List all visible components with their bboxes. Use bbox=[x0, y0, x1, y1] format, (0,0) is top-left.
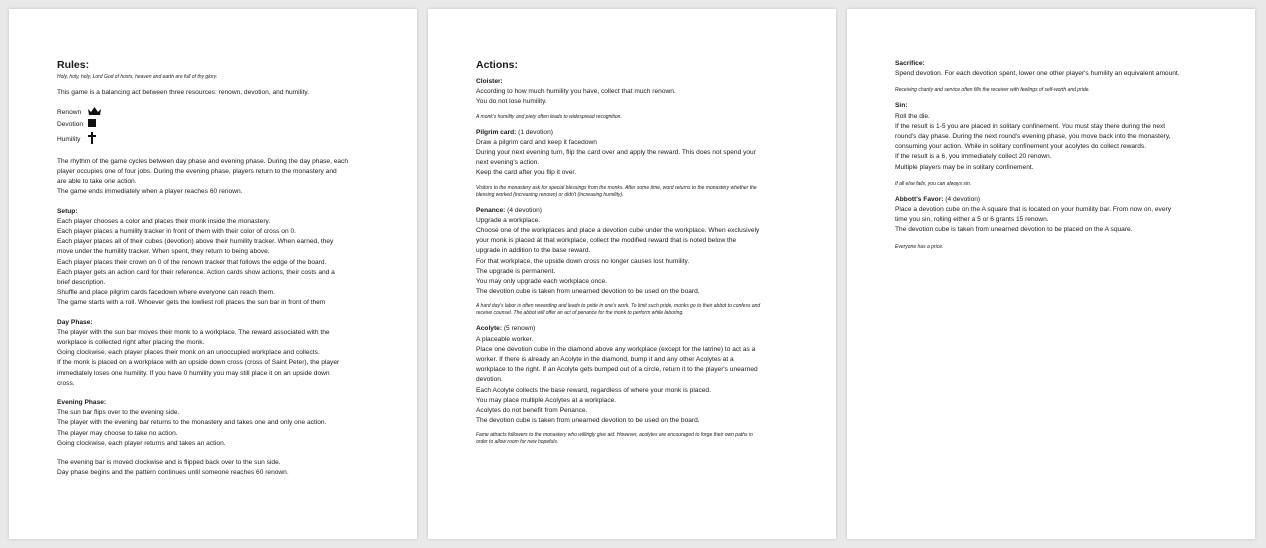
flavor-note bbox=[476, 303, 816, 317]
resource-devotion bbox=[57, 119, 397, 131]
text-line: time you sin, rolling either a 5 or 6 grants 15 renown. bbox=[895, 216, 1049, 224]
text-line: Shuffle and place pilgrim cards facedown where everyone can reach them. bbox=[57, 289, 275, 297]
text-line: are able to take one action. bbox=[57, 178, 137, 186]
text-line: Each player gets an action card for their reference. Action cards show actions, their costs and a bbox=[57, 268, 335, 276]
text-line: Upgrade a workplace. bbox=[476, 216, 541, 224]
text-line: move under the humility tracker. When spent, they return to being above. bbox=[57, 248, 270, 256]
action-cost: (5 renown) bbox=[502, 325, 536, 333]
epigraph: Holy, holy, holy, Lord God of hosts, heaven and earth are full of thy glory. bbox=[57, 74, 218, 80]
action-cost: (4 devotion) bbox=[943, 195, 981, 203]
text-line: Draw a pilgrim card and keep it facedown bbox=[476, 138, 597, 146]
text-line: Place a devotion cube on the A square that is located on your humility bar. From now on, every bbox=[895, 206, 1171, 214]
text-line: According to how much humility you have, collect that much renown. bbox=[476, 88, 676, 96]
text-line: Place one devotion cube in the diamond above any workplace (except for the latrine) to act as a bbox=[476, 345, 756, 353]
text-line: The sun bar flips over to the evening side. bbox=[57, 409, 180, 417]
text-line: The devotion cube is taken from unearned devotion to be used on the board. bbox=[476, 288, 700, 296]
text-line: The player with the sun bar moves their monk to a workplace. The reward associated with the bbox=[57, 328, 330, 336]
resource-label: Renown bbox=[57, 109, 82, 117]
resource-humility bbox=[57, 132, 397, 148]
text-line: A placeable worker. bbox=[476, 335, 534, 343]
text-line: If the result is a 6, you immediately collect 20 renown. bbox=[895, 153, 1052, 161]
text-line: Going clockwise, each player returns and takes an action. bbox=[57, 439, 226, 447]
pilgrim-section bbox=[476, 128, 816, 179]
text-line: Roll the die. bbox=[895, 112, 930, 120]
text-line: Each player places all of their cubes (devotion) above their humility tracker. When earned, they bbox=[57, 238, 334, 246]
acolyte-section bbox=[476, 324, 816, 426]
text-line: Going clockwise, each player places their monk on an unoccupied workplace and collects. bbox=[57, 349, 320, 357]
setup-section bbox=[57, 207, 397, 309]
text-line: devotion. bbox=[476, 376, 503, 384]
text-line: Spend devotion. For each devotion spent, lower one other player's humility an equivalent amount. bbox=[895, 70, 1180, 78]
section-heading-line bbox=[895, 195, 1235, 205]
flavor-note: Everyone has a price. bbox=[895, 243, 944, 250]
note-line: Visitors to the monastery ask for special blessings from the monks. After some time, word returns to the monastery whether the bbox=[476, 184, 757, 191]
flavor-note: Receiving charity and service often fills the receiver with feelings of self-worth and pride. bbox=[895, 87, 1090, 94]
page-title: Rules: bbox=[57, 59, 90, 71]
note-line: receive counsel. The abbot will offer an act of penance for the monk to perform while laboring. bbox=[476, 310, 684, 317]
flavor-note bbox=[476, 185, 816, 199]
text-line: workplace is collected right after placing the monk. bbox=[57, 339, 205, 347]
section-heading: Acolyte: bbox=[476, 325, 503, 333]
text-line: The game starts with a roll. Whoever gets the lowliest roll places the sun bar in front of them bbox=[57, 299, 326, 307]
flavor-note: A monk's humility and piety often leads to widespread recognition. bbox=[476, 113, 622, 120]
text-line: consuming your action. While in solitary confinement your acolytes do collect rewards. bbox=[895, 143, 1147, 151]
section-heading: Evening Phase: bbox=[57, 399, 107, 407]
day-phase-section bbox=[57, 318, 397, 389]
text-line: The rhythm of the game cycles between day phase and evening phase. During the day phase, each bbox=[57, 157, 349, 165]
text-line: You do not lose humility. bbox=[476, 98, 547, 106]
penance-section bbox=[476, 206, 816, 298]
action-cost: (1 devotion) bbox=[516, 128, 553, 136]
text-line: Acolytes do not benefit from Penance. bbox=[476, 407, 588, 415]
note-line: Fame attracts followers to the monastery who willingly give aid. However, acolytes are encouraged to forge their own paths in bbox=[476, 432, 753, 439]
resource-label: Humility bbox=[57, 135, 81, 143]
text-line: You may only upgrade each workplace once. bbox=[476, 278, 607, 286]
document-page-3 bbox=[847, 9, 1255, 539]
section-heading-line bbox=[476, 128, 816, 138]
text-line: The devotion cube is taken from unearned devotion to be used on the board. bbox=[476, 417, 700, 425]
section-heading: Sin: bbox=[895, 102, 908, 110]
resource-renown bbox=[57, 107, 397, 119]
flavor-note bbox=[476, 432, 816, 446]
intro-paragraph: This game is a balancing act between three resources: renown, devotion, and humility. bbox=[57, 89, 310, 96]
sacrifice-section bbox=[895, 59, 1235, 79]
text-line: player occupies one of four jobs. During the evening phase, players return to the monastery and bbox=[57, 168, 337, 176]
sin-section bbox=[895, 101, 1235, 172]
section-heading: Day Phase: bbox=[57, 318, 93, 326]
text-line: Each player places a humility tracker in front of them with their color of cross on 0. bbox=[57, 228, 296, 236]
text-line: Keep the card after you flip it over. bbox=[476, 169, 577, 177]
closing-paragraph bbox=[57, 458, 397, 478]
text-line: The player may choose to take no action. bbox=[57, 429, 178, 437]
section-heading: Penance: bbox=[476, 206, 506, 214]
text-line: your monk is placed at that workplace, collect the modified reward that is noted below the bbox=[476, 237, 737, 245]
text-line: Each player places their crown on 0 of the renown tracker that follows the edge of the board. bbox=[57, 258, 327, 266]
rhythm-paragraph bbox=[57, 157, 397, 198]
text-line: Day phase begins and the pattern continues until someone reaches 60 renown. bbox=[57, 469, 289, 477]
section-heading-line bbox=[476, 324, 816, 334]
section-heading: Setup: bbox=[57, 207, 78, 215]
page-title: Actions: bbox=[476, 59, 518, 71]
text-line: If the result is 1-5 you are placed in solitary confinement. You must stay there during the next bbox=[895, 122, 1166, 130]
text-line: If the monk is placed on a workplace with an upside down cross (cross of Saint Peter), the player bbox=[57, 359, 340, 367]
cloister-section bbox=[476, 77, 816, 108]
flavor-note: If all else fails, you can always sin. bbox=[895, 180, 972, 187]
note-line: A hard day's labor is often rewarding and leads to pride in one's work. To limit such pride, monks go to their abbot to confess and bbox=[476, 303, 761, 310]
text-line: Choose one of the workplaces and place a devotion cube under the workplace. When exclusively bbox=[476, 227, 760, 235]
text-line: You may place multiple Acolytes at a workplace. bbox=[476, 396, 617, 404]
text-line: upgrade in addition to the base reward. bbox=[476, 247, 591, 255]
section-heading: Abbott's Favor: bbox=[895, 195, 944, 203]
text-line: During your next evening turn, flip the card over and apply the reward. This does not spend your bbox=[476, 149, 756, 157]
resource-label: Devotion bbox=[57, 121, 84, 129]
text-line: Each Acolyte collects the base reward, regardless of where your monk is placed. bbox=[476, 386, 711, 394]
note-line: blessing worked (increasing renown) or didn't (increasing humility). bbox=[476, 191, 624, 198]
text-line: The game ends immediately when a player reaches 60 renown. bbox=[57, 188, 243, 196]
text-line: immediately loses one humility. If you have 0 humility you may still place it on an upside down bbox=[57, 369, 330, 377]
section-heading: Cloister: bbox=[476, 78, 503, 85]
section-heading: Pilgrim card: bbox=[476, 128, 517, 136]
text-line: round's day phase. During the next round's evening phase, you move back into the monastery, bbox=[895, 133, 1171, 141]
text-line: The player with the evening bar returns to the monastery and takes one and only one action. bbox=[57, 419, 327, 427]
action-cost: (4 devotion) bbox=[505, 206, 542, 214]
text-line: next evening's action. bbox=[476, 159, 540, 167]
text-line: The devotion cube is taken from unearned devotion to be placed on the A square. bbox=[895, 226, 1133, 234]
cross-icon bbox=[88, 132, 96, 148]
text-line: The upgrade is permanent. bbox=[476, 267, 556, 275]
document-page-2 bbox=[428, 9, 836, 539]
evening-phase-section bbox=[57, 398, 397, 449]
resource-legend bbox=[57, 107, 397, 148]
note-line: order to allow room for new hopefuls. bbox=[476, 439, 559, 446]
text-line: For that workplace, the upside down cross no longer causes lost humility. bbox=[476, 257, 690, 265]
text-line: Multiple players may be in solitary confinement. bbox=[895, 163, 1034, 171]
text-line: The evening bar is moved clockwise and is flipped back over to the sun side. bbox=[57, 459, 281, 467]
text-line: Each player chooses a color and places their monk inside the monastery. bbox=[57, 217, 271, 225]
document-page-1 bbox=[9, 9, 417, 539]
text-line: brief description. bbox=[57, 279, 106, 287]
section-heading: Sacrifice: bbox=[895, 60, 925, 67]
crown-icon bbox=[88, 107, 101, 119]
abbotts-favor-section bbox=[895, 195, 1235, 236]
cube-icon bbox=[88, 119, 96, 131]
text-line: workplace to the right. If an Acolyte gets bumped out of a circle, return it to the player's unearned bbox=[476, 366, 758, 374]
section-heading-line bbox=[476, 206, 816, 216]
text-line: worker. If there is already an Acolyte in the diamond, bump it and any other Acolytes at a bbox=[476, 356, 734, 364]
text-line: cross. bbox=[57, 379, 75, 387]
